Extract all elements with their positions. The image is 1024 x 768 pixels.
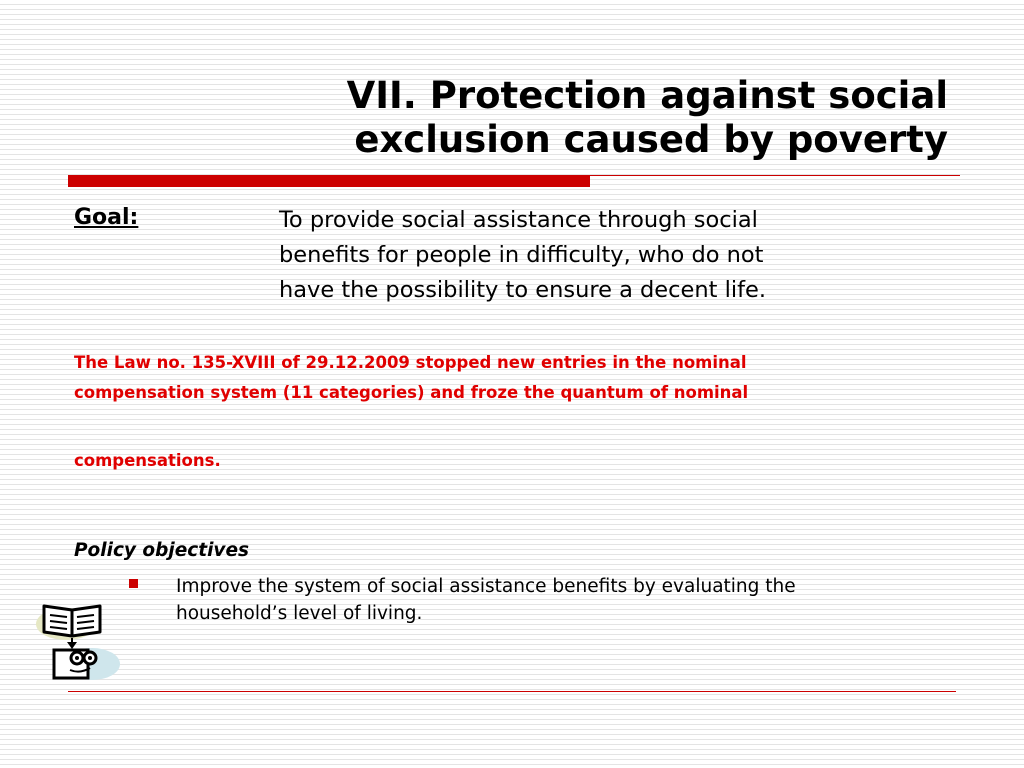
law-paragraph — [74, 348, 748, 476]
goal-text-line-1: To provide social assistance through social — [279, 207, 758, 233]
goal-text-line-2: benefits for people in difficulty, who do not — [279, 242, 764, 268]
goal-text-line-3: have the possibility to ensure a decent life. — [279, 277, 767, 303]
slide-title-line-2: exclusion caused by poverty — [354, 118, 948, 161]
policy-bullet-line-1: Improve the system of social assistance benefits by evaluating the — [176, 576, 796, 597]
title-rule-thick — [68, 175, 590, 187]
bullet-marker — [129, 579, 138, 588]
goal-label: Goal: — [74, 205, 139, 230]
goal-text — [279, 203, 919, 308]
policy-bullet-line-2: household’s level of living. — [176, 603, 423, 624]
slide-title — [248, 74, 948, 162]
law-line-1: The Law no. 135-XVIII of 29.12.2009 stopped new entries in the nominal — [74, 353, 747, 372]
slide-title-line-1: VII. Protection against social — [346, 74, 948, 117]
policy-bullet-text — [176, 573, 796, 627]
law-line-2: compensation system (11 categories) and froze the quantum of nominal — [74, 383, 749, 402]
book-reader-icon — [30, 598, 122, 686]
title-rule-thin — [590, 175, 960, 176]
footer-rule — [68, 691, 956, 692]
law-line-3: compensations. — [74, 451, 221, 470]
policy-heading: Policy objectives — [74, 540, 250, 561]
